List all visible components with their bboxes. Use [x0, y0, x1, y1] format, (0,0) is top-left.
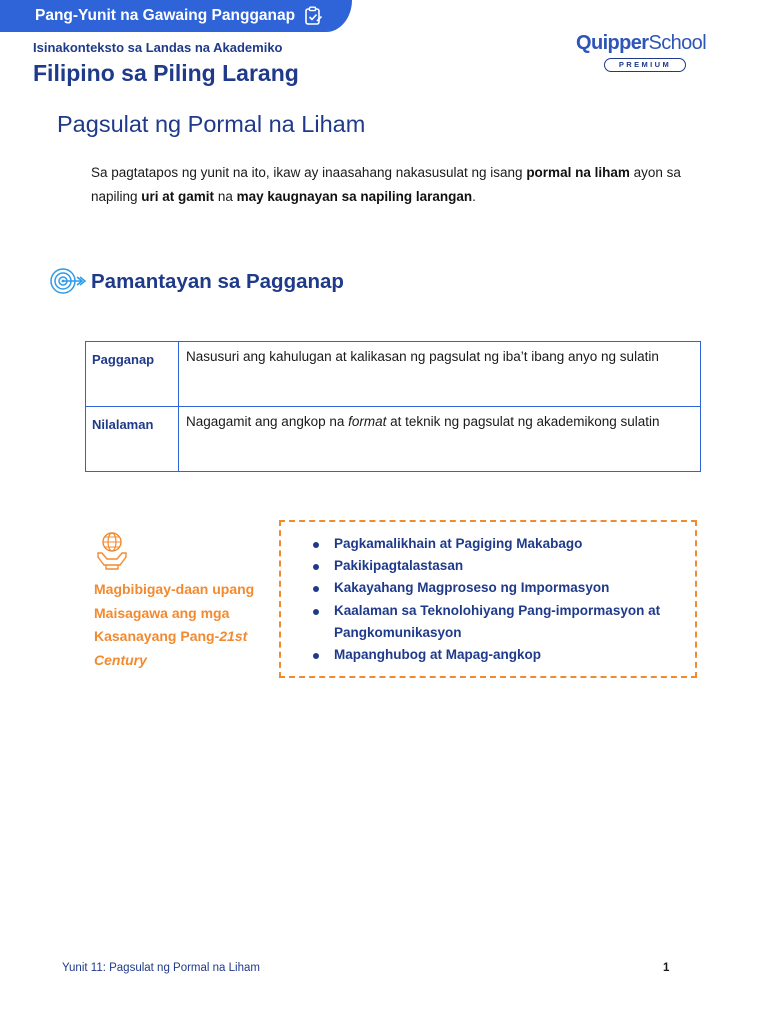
intro-bold-1: pormal na liham [526, 165, 630, 180]
intro-text-3: na [214, 189, 237, 204]
intro-text-4: . [472, 189, 476, 204]
skills-box [279, 520, 697, 678]
century-text-italic: 21st Century [94, 628, 248, 668]
standards-label: Pagganap [86, 342, 179, 407]
target-icon [49, 265, 87, 297]
list-item: Mapanghubog at Mapag-angkop [309, 644, 679, 666]
list-item: Kakayahang Magproseso ng Impormasyon [309, 577, 679, 599]
standards-heading: Pamantayan sa Pagganap [91, 270, 344, 293]
unit-title: Pagsulat ng Pormal na Liham [57, 111, 366, 137]
unit-intro [91, 161, 701, 209]
logo-brand-bold: Quipper [576, 32, 649, 54]
logo-premium-badge: PREMIUM [604, 58, 686, 72]
subject-subtitle: Isinakonteksto sa Landas na Akademiko [33, 40, 283, 55]
standards-label: Nilalaman [86, 407, 179, 472]
list-item: Kaalaman sa Teknolohiyang Pang-impormasyon at Pangkomunikasyon [309, 600, 679, 644]
list-item: Pagkamalikhain at Pagiging Makabago [309, 533, 679, 555]
globe-hands-icon [96, 531, 128, 571]
footer-unit-label: Yunit 11: Pagsulat ng Pormal na Liham [62, 962, 260, 974]
intro-text-2: ayon sa napiling [91, 165, 681, 204]
logo-brand-regular: School [648, 32, 707, 54]
century-skills-caption [94, 578, 274, 672]
clipboard-check-icon [304, 6, 323, 26]
quipper-school-logo [576, 32, 718, 78]
standards-value-text-2: at teknik ng pagsulat ng akademikong sulatin [386, 414, 660, 429]
intro-bold-3: may kaugnayan sa napiling larangan [236, 189, 473, 204]
header-tab-label: Pang-Yunit na Gawaing Pangganap [35, 7, 296, 24]
subject-title: Filipino sa Piling Larang [33, 60, 299, 86]
intro-text-1: Sa pagtatapos ng yunit na ito, ikaw ay inaasahang nakasusulat ng isang [91, 165, 527, 180]
standards-value [179, 407, 701, 472]
standards-table [85, 341, 701, 472]
intro-bold-2: uri at gamit [141, 189, 215, 204]
standards-value-text-1: Nagagamit ang angkop na [186, 414, 349, 429]
standards-value-italic: format [348, 414, 387, 429]
page-number: 1 [663, 962, 670, 974]
century-text-1: Magbibigay-daan upang Maisagawa ang mga Kasanayang Pang- [94, 581, 255, 644]
standards-value: Nasusuri ang kahulugan at kalikasan ng pagsulat ng iba’t ibang anyo ng sulatin [179, 342, 701, 407]
logo-wordmark [576, 32, 718, 55]
table-row [86, 342, 701, 407]
list-item: Pakikipagtalastasan [309, 555, 679, 577]
header-tab [0, 0, 352, 32]
skills-list [309, 533, 679, 666]
table-row [86, 407, 701, 472]
